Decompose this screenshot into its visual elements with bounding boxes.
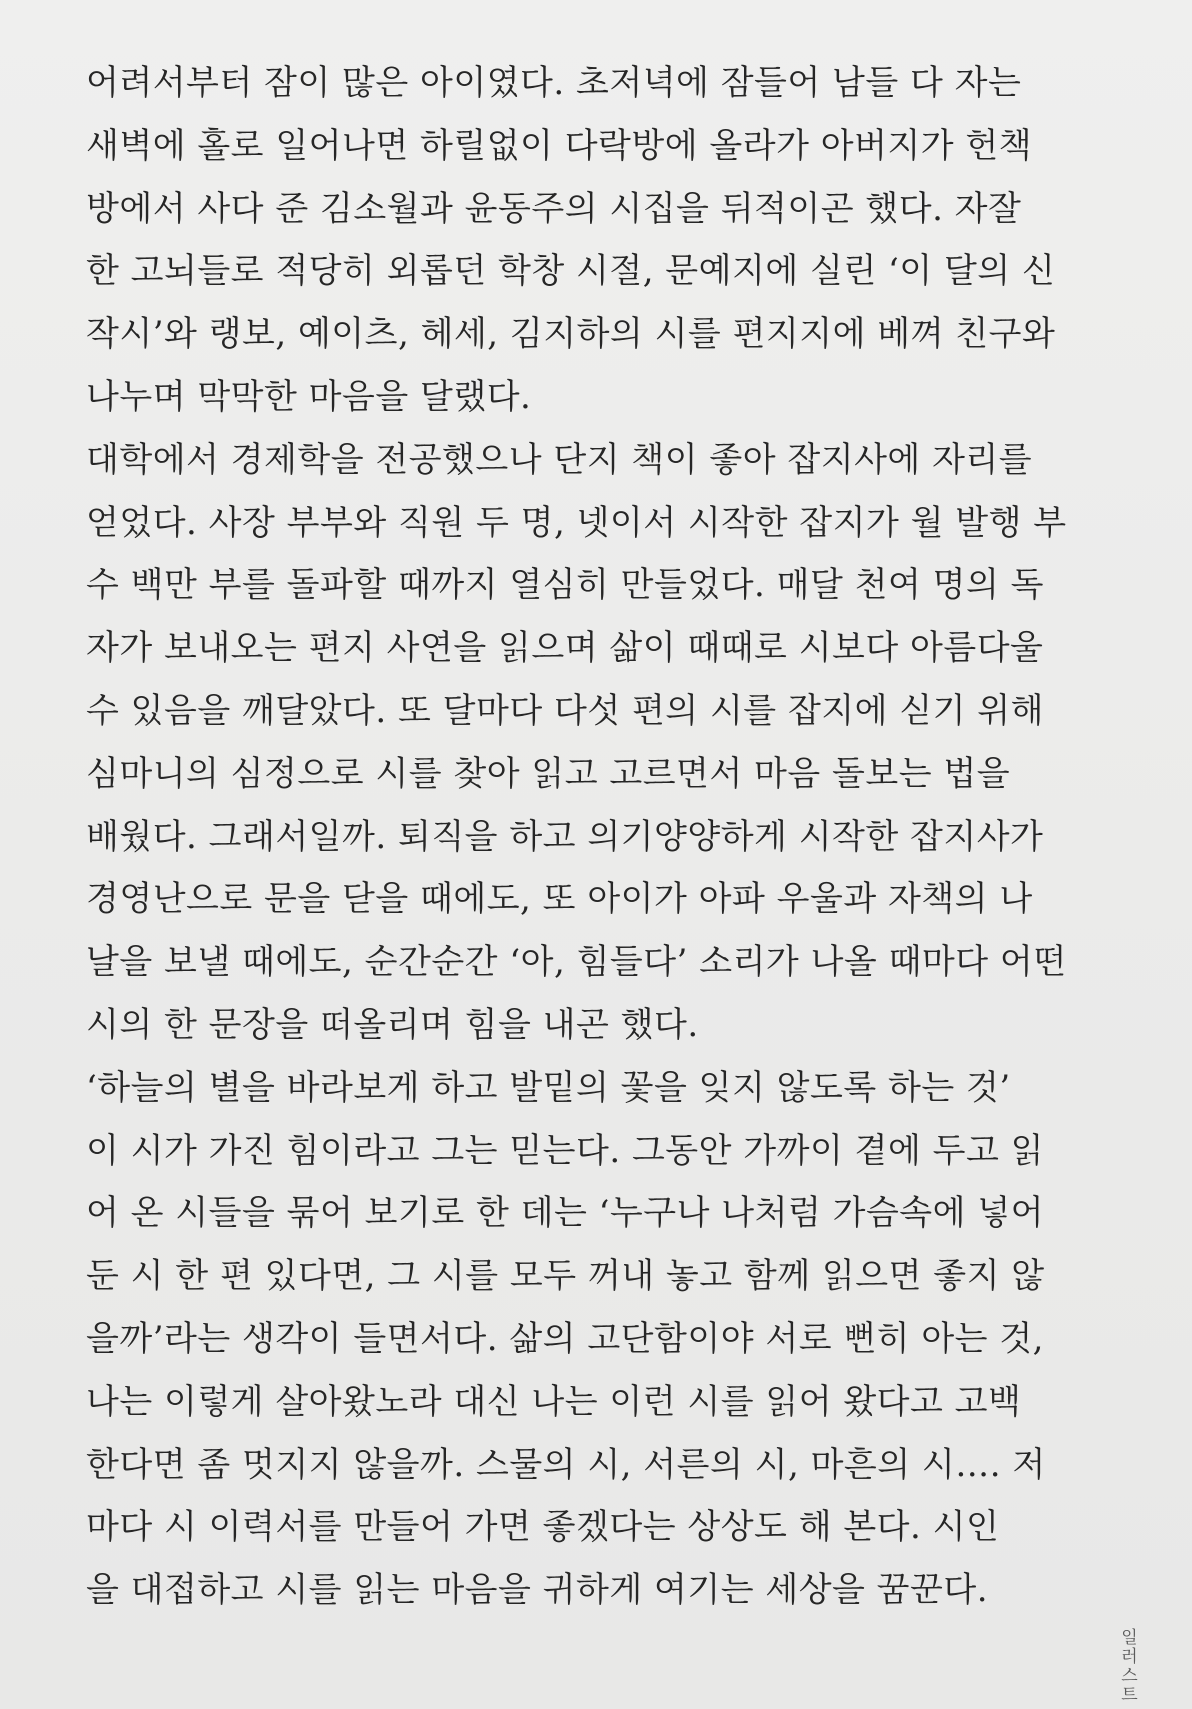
text-line: 어 온 시들을 묶어 보기로 한 데는 ‘누구나 나처럼 가슴속에 넣어 [86, 1193, 1044, 1234]
text-line: 배웠다. 그래서일까. 퇴직을 하고 의기양양하게 시작한 잡지사가 [86, 816, 1044, 857]
text-line: 얻었다. 사장 부부와 직원 두 명, 넷이서 시작한 잡지가 월 발행 부 [86, 502, 1067, 543]
text-line: 마다 시 이력서를 만들어 가면 좋겠다는 상상도 해 본다. 시인 [86, 1507, 1000, 1548]
paragraph-1 [86, 52, 1056, 429]
text-line: 한다면 좀 멋지지 않을까. 스물의 시, 서른의 시, 마흔의 시…. 저 [86, 1444, 1046, 1485]
text-line: 작시’와 랭보, 예이츠, 헤세, 김지하의 시를 편지지에 베껴 친구와 [86, 314, 1056, 355]
text-line: 새벽에 홀로 일어나면 하릴없이 다락방에 올라가 아버지가 헌책 [86, 125, 1033, 166]
text-line: 수 백만 부를 돌파할 때까지 열심히 만들었다. 매달 천여 명의 독 [86, 565, 1044, 606]
paragraph-2 [86, 429, 1067, 1057]
text-line: 을 대접하고 시를 읽는 마음을 귀하게 여기는 세상을 꿈꾼다. [86, 1570, 989, 1611]
text-line: 이 시가 가진 힘이라고 그는 믿는다. 그동안 가까이 곁에 두고 읽 [86, 1130, 1044, 1171]
text-line: 수 있음을 깨달았다. 또 달마다 다섯 편의 시를 잡지에 싣기 위해 [86, 690, 1044, 731]
text-line: 대학에서 경제학을 전공했으나 단지 책이 좋아 잡지사에 자리를 [86, 439, 1033, 480]
text-line: 방에서 사다 준 김소월과 윤동주의 시집을 뒤적이곤 했다. 자잘 [86, 188, 1022, 229]
text-line: 심마니의 심정으로 시를 찾아 읽고 고르면서 마음 돌보는 법을 [86, 753, 1011, 794]
text-line: ‘하늘의 별을 바라보게 하고 발밑의 꽃을 잊지 않도록 하는 것’ [86, 1067, 1011, 1108]
text-line: 어려서부터 잠이 많은 아이였다. 초저녁에 잠들어 남들 다 자는 [86, 63, 1022, 103]
text-line: 나누며 막막한 마음을 달랬다. [86, 376, 532, 417]
text-line: 시의 한 문장을 떠올리며 힘을 내곤 했다. [86, 1004, 699, 1045]
body-text [86, 52, 1067, 1622]
paragraph-3 [86, 1057, 1046, 1622]
text-line: 나는 이렇게 살아왔노라 대신 나는 이런 시를 읽어 왔다고 고백 [86, 1381, 1022, 1422]
text-line: 한 고뇌들로 적당히 외롭던 학창 시절, 문예지에 실린 ‘이 달의 신 [86, 251, 1056, 292]
text-line: 을까’라는 생각이 들면서다. 삶의 고단함이야 서로 뻔히 아는 것, [86, 1318, 1044, 1359]
text-line: 둔 시 한 편 있다면, 그 시를 모두 꺼내 놓고 함께 읽으면 좋지 않 [86, 1256, 1045, 1297]
text-line: 자가 보내오는 편지 사연을 읽으며 삶이 때때로 시보다 아름다울 [86, 628, 1044, 669]
text-line: 경영난으로 문을 닫을 때에도, 또 아이가 아파 우울과 자책의 나 [86, 879, 1033, 920]
text-line: 날을 보낼 때에도, 순간순간 ‘아, 힘들다’ 소리가 나올 때마다 어떤 [86, 942, 1067, 983]
side-caption: 일러스트 [1117, 1628, 1137, 1704]
